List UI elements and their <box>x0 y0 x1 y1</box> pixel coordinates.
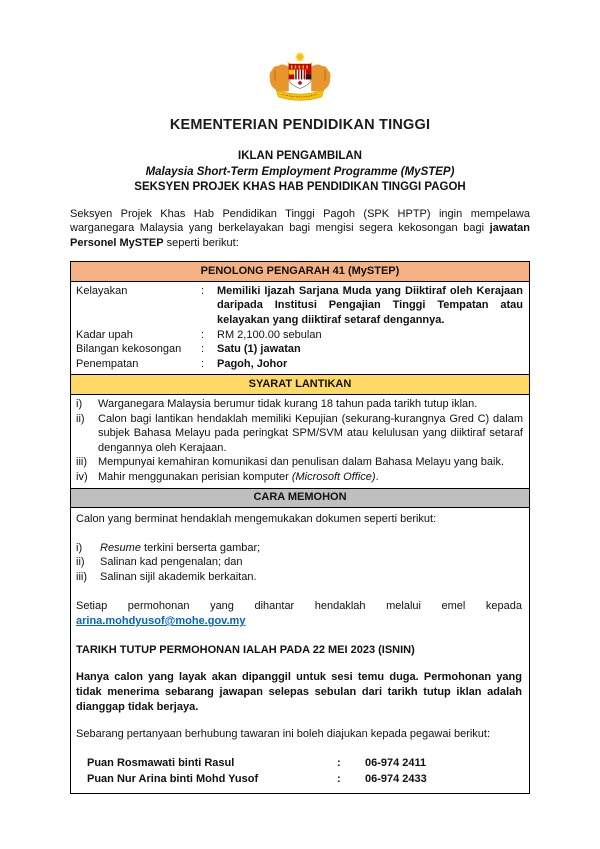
doc-text: Salinan kad pengenalan; dan <box>100 556 243 569</box>
list-text: Mempunyai kemahiran komunikasi dan penulisan dalam Bahasa Melayu yang baik. <box>98 456 505 469</box>
screening-note: Hanya calon yang layak akan dipanggil untuk sesi temu duga. Permohonan yang tidak menerima sebarang jawapan selepas sebulan dari tarikh tutup iklan adalah dianggap tidak berjaya. <box>76 671 522 713</box>
ministry-name: KEMENTERIAN PENDIDIKAN TINGGI <box>169 117 431 133</box>
syarat-list <box>71 395 529 488</box>
intro-tail-text: seperti berikut: <box>163 236 239 249</box>
list-numeral: ii) <box>76 412 85 425</box>
contact-name: Puan Nur Arina binti Mohd Yusof <box>87 773 259 786</box>
syarat-item <box>76 455 523 470</box>
detail-colon: : <box>201 357 205 370</box>
list-text-tail: . <box>375 471 379 483</box>
email-instruction: Setiap permohonan yang dihantar hendaklah melalui emel kepada <box>76 599 522 612</box>
contact-name: Puan Rosmawati binti Rasul <box>87 757 235 770</box>
doc-italic: Resume <box>100 541 141 554</box>
detail-label: Kelayakan <box>76 284 128 297</box>
list-numeral: i) <box>76 398 83 411</box>
doc-item <box>76 570 522 585</box>
doc-text: terkini berserta gambar; <box>140 541 261 554</box>
contact-colon: : <box>337 757 341 770</box>
section-header-position: PENOLONG PENGARAH 41 (MySTEP) <box>71 262 529 282</box>
syarat-item <box>76 397 523 412</box>
star-shape <box>295 51 306 62</box>
intro-text: Seksyen Projek Khas Hab Pendidikan Tinggi Pagoh (SPK HPTP) ingin mempelawa warganegara Malaysia yang berkelayakan bagi mengisi segera kekosongan bagi <box>70 207 530 235</box>
position-details <box>71 282 529 375</box>
cara-intro: Calon yang berminat hendaklah mengemukakan dokumen seperti berikut: <box>76 513 437 526</box>
detail-row-kelayakan <box>76 284 523 328</box>
section-header-cara: CARA MEMOHON <box>71 488 529 509</box>
list-text-plain: Mahir menggunakan perisian komputer <box>98 471 292 483</box>
intro-bold-text: jawatan Personel MySTEP <box>70 222 530 249</box>
tiger-left <box>270 65 289 92</box>
list-text-italic: (Microsoft Office) <box>291 471 376 483</box>
title-mystep-programme: Malaysia Short-Term Employment Programme (MySTEP) <box>145 165 455 178</box>
enquiry-line: Sebarang pertanyaan berhubung tawaran ini boleh diajukan kepada pegawai berikut: <box>76 728 491 741</box>
contact-colon: : <box>337 773 341 786</box>
doc-item <box>76 555 522 570</box>
intro-paragraph <box>70 207 530 251</box>
detail-label: Penempatan <box>76 357 139 370</box>
detail-colon: : <box>201 284 205 297</box>
list-numeral: iv) <box>76 471 88 483</box>
document-checklist <box>76 541 522 585</box>
list-text <box>98 470 523 485</box>
detail-row-bilangan <box>76 342 523 357</box>
detail-value: Pagoh, Johor <box>217 357 288 370</box>
document-titles <box>70 149 530 196</box>
detail-value: Satu (1) jawatan <box>217 343 301 356</box>
list-text: Calon bagi lantikan hendaklah memiliki Kepujian (sekurang-kurangnya Gred C) dalam subjek Bahasa Melayu pada peringkat SPM/SVM atau kelulusan yang diiktiraf setaraf dengannya oleh Kerajaan. <box>98 412 523 454</box>
tiger-right <box>311 65 330 92</box>
title-iklan: IKLAN PENGAMBILAN <box>238 150 362 162</box>
list-text <box>100 570 522 585</box>
list-numeral: iii) <box>76 570 87 583</box>
contact-phone: 06-974 2411 <box>365 757 427 770</box>
detail-row-kadar-upah <box>76 328 523 343</box>
detail-row-penempatan <box>76 357 523 372</box>
list-text <box>100 541 522 556</box>
vacancy-table <box>70 261 530 794</box>
detail-colon: : <box>201 328 205 341</box>
application-deadline: TARIKH TUTUP PERMOHONAN IALAH PADA 22 MEI 2023 (ISNIN) <box>76 643 415 656</box>
detail-value: Memiliki Ijazah Sarjana Muda yang Diiktiraf oleh Kerajaan daripada Institusi Pengajian Tinggi Tempatan atau kelayakan yang diiktiraf setaraf dengannya. <box>217 284 523 327</box>
list-text <box>100 555 522 570</box>
doc-item <box>76 541 522 556</box>
cara-memohon-body <box>71 508 529 793</box>
malaysia-coat-of-arms-icon <box>258 48 342 108</box>
contact-phone: 06-974 2433 <box>365 773 427 786</box>
email-link[interactable]: arina.mohdyusof@mohe.gov.my <box>76 615 246 628</box>
document-header <box>70 48 530 133</box>
list-text: Warganegara Malaysia berumur tidak kurang 18 tahun pada tarikh tutup iklan. <box>98 398 478 411</box>
banner-ribbon <box>276 90 324 101</box>
detail-colon: : <box>201 343 205 356</box>
list-numeral: ii) <box>76 556 85 569</box>
detail-value: RM 2,100.00 sebulan <box>217 328 322 341</box>
contact-row <box>76 772 522 787</box>
section-header-syarat: SYARAT LANTIKAN <box>71 374 529 395</box>
syarat-item <box>76 412 523 456</box>
detail-label: Bilangan kekosongan <box>76 343 182 356</box>
syarat-item <box>76 470 523 485</box>
email-line <box>76 614 522 629</box>
doc-text: Salinan sijil akademik berkaitan. <box>100 570 257 583</box>
list-numeral: i) <box>76 541 83 554</box>
contact-row <box>76 756 522 771</box>
list-numeral: iii) <box>76 456 87 469</box>
detail-label: Kadar upah <box>76 328 133 341</box>
title-seksyen: SEKSYEN PROJEK KHAS HAB PENDIDIKAN TINGGI PAGOH <box>134 181 466 193</box>
